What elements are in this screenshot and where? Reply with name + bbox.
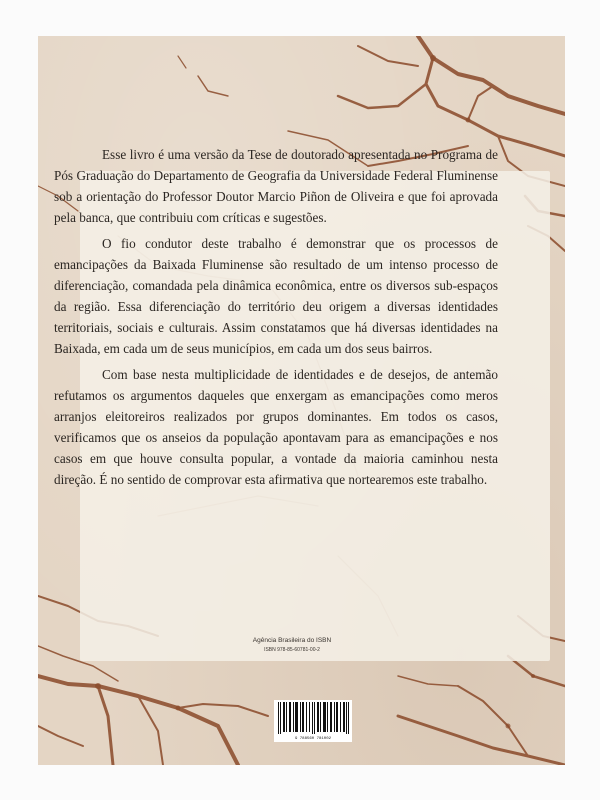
paragraph-main-argument: O fio condutor deste trabalho é demonstrar que os processos de emancipações da Baixada Fluminense são resultado de um intenso processo de diferenciação, comandada pela dinâmica econômica, entre os diversos sub-espaços da região. Essa diferenciação do território deu origem a diversas identidades territoriais, sociais e culturais. Assim constatamos que há diversas identidades na Baixada, em cada um de seus municípios, em cada um dos seus bairros. [54,236,498,356]
isbn-block [232,637,352,655]
isbn-number: ISBN 978-85-60781-00-2 [264,647,320,653]
barcode-bars [274,700,352,736]
paragraph-conclusion: Com base nesta multiplicidade de identidades e de desejos, de antemão refutamos os argumentos daqueles que enxergam as emancipações como meros arranjos eleitoreiros realizados por grupos dominantes. Em todos os casos, verificamos que os anseios da população apontavam para as emancipações e nos casos em que houve consulta popular, a vontade da maioria caminhou nesta direção. É no sentido de comprovar esta afirmativa que nortearemos este trabalho. [54,367,498,487]
barcode [274,700,352,742]
paragraph-thesis: Esse livro é uma versão da Tese de doutorado apresentada no Programa de Pós Graduação do Departamento de Geografia da Universidade Federal Fluminense sob a orientação do Professor Doutor Marcio Piñon de Oliveira e que foi aprovada pela banca, que contribuiu com críticas e sugestões. [54,147,498,225]
isbn-agency-label: Agência Brasileira do ISBN [252,637,332,644]
synopsis-text [54,144,498,495]
barcode-digits: 9 788560 781002 [294,737,331,741]
